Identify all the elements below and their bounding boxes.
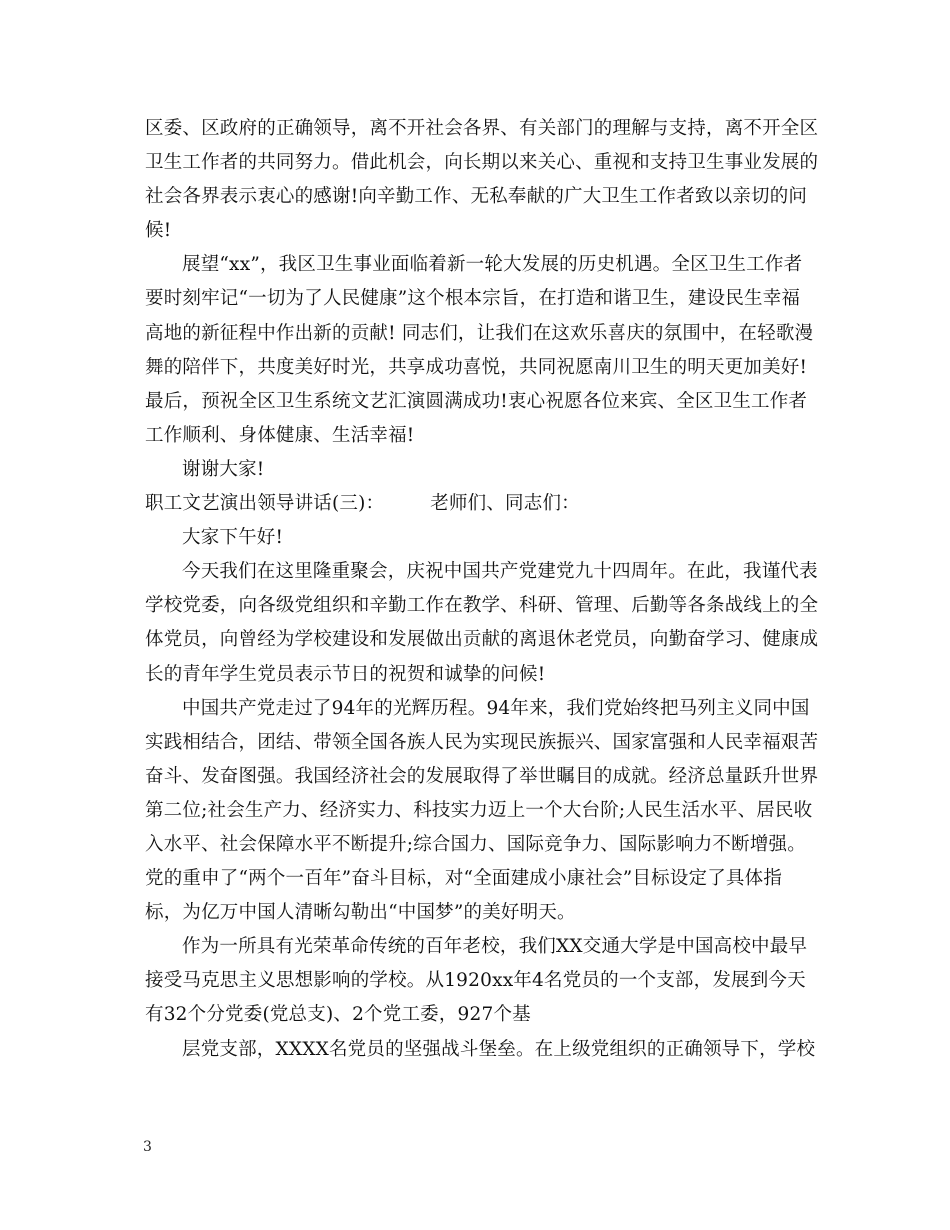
text-line: [145, 930, 809, 964]
text-line: [145, 862, 809, 896]
text-line-content: 标，为亿万中国人清晰勾勒出“中国梦”的美好明天。: [145, 902, 576, 924]
text-line-content: 卫生工作者的共同努力。借此机会，向长期以来关心、重视和支持卫生事业发展的: [145, 152, 819, 174]
text-line: [145, 248, 809, 282]
text-line-content: 区委、区政府的正确领导，离不开社会各界、有关部门的理解与支持，离不开全区: [145, 118, 819, 139]
text-line: [145, 1033, 816, 1067]
text-line-content: 今天我们在这里隆重聚会，庆祝中国共产党建党九十四周年。在此，我谨代表: [182, 561, 818, 583]
text-line-content: 舞的陪伴下，共度美好时光，共享成功喜悦，共同祝愿南川卫生的明天更加美好!: [145, 356, 808, 378]
text-line-content: 党的重申了“两个一百年”奋斗目标，对“全面建成小康社会”目标设定了具体指: [145, 868, 783, 890]
text-line: [145, 760, 819, 794]
text-line: [145, 726, 819, 760]
text-line: [145, 282, 809, 316]
text-line-content: 学校党委，向各级党组织和辛勤工作在教学、科研、管理、后勤等各条战线上的全: [145, 595, 819, 617]
text-line-content: 最后，预祝全区卫生系统文艺汇演圆满成功!衷心祝愿各位来宾、全区卫生工作者: [145, 390, 808, 412]
body-text: [145, 112, 819, 1067]
text-line: [145, 419, 809, 453]
text-line: [145, 146, 819, 180]
text-line: [145, 589, 819, 623]
greeting-text: 老师们、同志们：: [430, 493, 580, 515]
text-line: [145, 180, 809, 214]
text-line: [145, 794, 813, 828]
text-line-content: 作为一所具有光荣革命传统的百年老校，我们XX交通大学是中国高校中最早: [182, 936, 808, 958]
text-line-content: 职工文艺演出领导讲话(三)：: [145, 493, 385, 515]
text-line-content: 第二位;社会生产力、经济实力、科技实力迈上一个大台阶;人民生活水平、居民收: [145, 799, 813, 821]
text-line-content: 候!: [145, 220, 172, 242]
text-line: [145, 521, 809, 555]
text-line: [145, 623, 819, 657]
text-line-content: 实践相结合，团结、带领全国各族人民为实现民族振兴、国家富强和人民幸福艰苦: [145, 731, 819, 753]
text-line: [145, 828, 809, 862]
text-line: [145, 964, 809, 998]
text-line-content: 层党支部，XXXX名党员的坚强战斗堡垒。在上级党组织的正确领导下，学校: [182, 1038, 816, 1060]
page-number: 3: [143, 1139, 152, 1155]
text-line: [145, 351, 809, 385]
text-line-content: 体党员，向曾经为学校建设和发展做出贡献的离退休老党员，向勤奋学习、健康成: [145, 629, 819, 651]
text-line-content: 高地的新征程中作出新的贡献! 同志们，让我们在这欢乐喜庆的氛围中，在轻歌漫: [145, 322, 814, 344]
text-line: [145, 692, 809, 726]
text-line: [145, 487, 809, 521]
text-line-content: 中国共产党走过了94年的光辉历程。94年来，我们党始终把马列主义同中国: [182, 697, 810, 719]
text-line-content: 长的青年学生党员表示节日的祝贺和诚挚的问候!: [145, 663, 546, 685]
text-line: [145, 896, 809, 930]
text-line-content: 奋斗、发奋图强。我国经济社会的发展取得了举世瞩目的成就。经济总量跃升世界: [145, 765, 819, 787]
text-line: [145, 214, 809, 248]
text-line-content: 有32个分党委(党总支)、2个党工委，927个基: [145, 1004, 531, 1026]
text-line: [145, 453, 809, 487]
text-line-content: 要时刻牢记“一切为了人民健康”这个根本宗旨，在打造和谐卫生，建设民生幸福: [145, 288, 801, 310]
text-line: [145, 112, 819, 146]
text-line-content: 入水平、社会保障水平不断提升;综合国力、国际竞争力、国际影响力不断增强。: [145, 833, 806, 855]
text-line-content: 接受马克思主义思想影响的学校。从1920xx年4名党员的一个支部，发展到今天: [145, 970, 806, 992]
text-line-content: 展望“xx”，我区卫生事业面临着新一轮大发展的历史机遇。全区卫生工作者: [182, 254, 803, 276]
text-line-content: 工作顺利、身体健康、生活幸福!: [145, 424, 415, 446]
text-line: [145, 998, 809, 1032]
text-line-content: 社会各界表示衷心的感谢!向辛勤工作、无私奉献的广大卫生工作者致以亲切的问: [145, 186, 808, 208]
text-line: [145, 658, 809, 692]
text-line: [145, 385, 809, 419]
text-line: [145, 317, 814, 351]
text-line-content: 谢谢大家!: [182, 458, 265, 480]
text-line: [145, 555, 818, 589]
text-line-content: 大家下午好!: [182, 527, 284, 549]
